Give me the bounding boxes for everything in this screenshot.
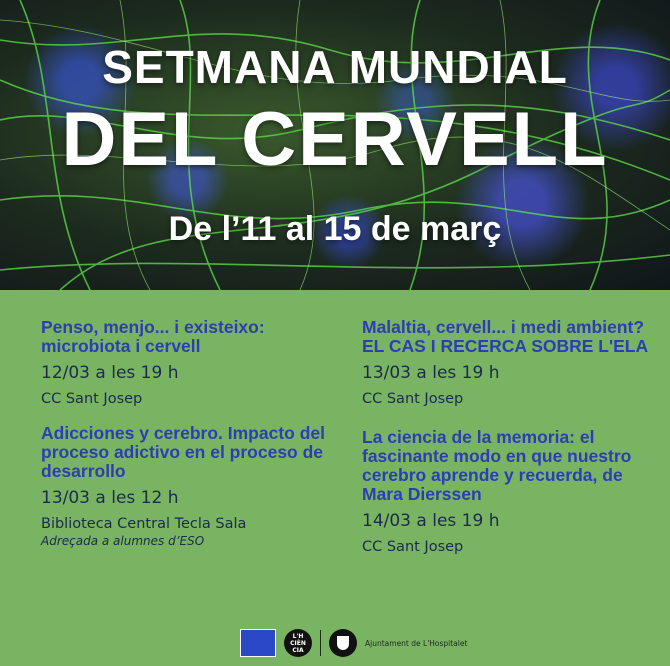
event-venue: Biblioteca Central Tecla Sala — [41, 516, 247, 532]
title-line-2: DEL CERVELL — [61, 97, 609, 182]
logo-divider — [320, 630, 321, 656]
event-datetime: 12/03 a les 19 h — [41, 363, 179, 383]
lh-ciencia-logo: L'H CIÈN CIA — [284, 629, 312, 657]
sponsor-logos — [240, 626, 467, 660]
event-venue: CC Sant Josep — [362, 539, 464, 555]
hero-banner — [0, 0, 670, 290]
title-line-1: SETMANA MUNDIAL — [102, 41, 568, 93]
event-item — [362, 318, 652, 408]
event-item — [41, 424, 331, 549]
event-title: La ciencia de la memoria: el fascinante modo en que nuestro cerebro aprende y recuerda, de Mara Dierssen — [362, 427, 632, 504]
city-shield-icon — [329, 629, 357, 657]
event-datetime: 14/03 a les 19 h — [362, 511, 500, 531]
organizer-logo — [240, 629, 276, 657]
events-right-column — [362, 318, 652, 570]
city-hall-name: Ajuntament de L'Hospitalet — [365, 638, 468, 648]
event-datetime: 13/03 a les 12 h — [41, 488, 179, 508]
event-title: Malaltia, cervell... i medi ambient? EL CAS I RECERCA SOBRE L'ELA — [362, 317, 649, 356]
event-venue: CC Sant Josep — [41, 391, 143, 407]
event-item — [362, 428, 652, 556]
event-audience-note: Adreçada a alumnes d’ESO — [41, 534, 205, 548]
event-title: Adicciones y cerebro. Impacto del proceso adictivo en el proceso de desarrollo — [41, 423, 325, 481]
event-dates: De l’11 al 15 de març — [168, 210, 502, 248]
event-title: Penso, menjo... i existeixo: microbiota i cervell — [41, 317, 265, 356]
event-item — [41, 318, 331, 408]
events-left-column — [41, 318, 331, 563]
event-datetime: 13/03 a les 19 h — [362, 363, 500, 383]
event-venue: CC Sant Josep — [362, 391, 464, 407]
